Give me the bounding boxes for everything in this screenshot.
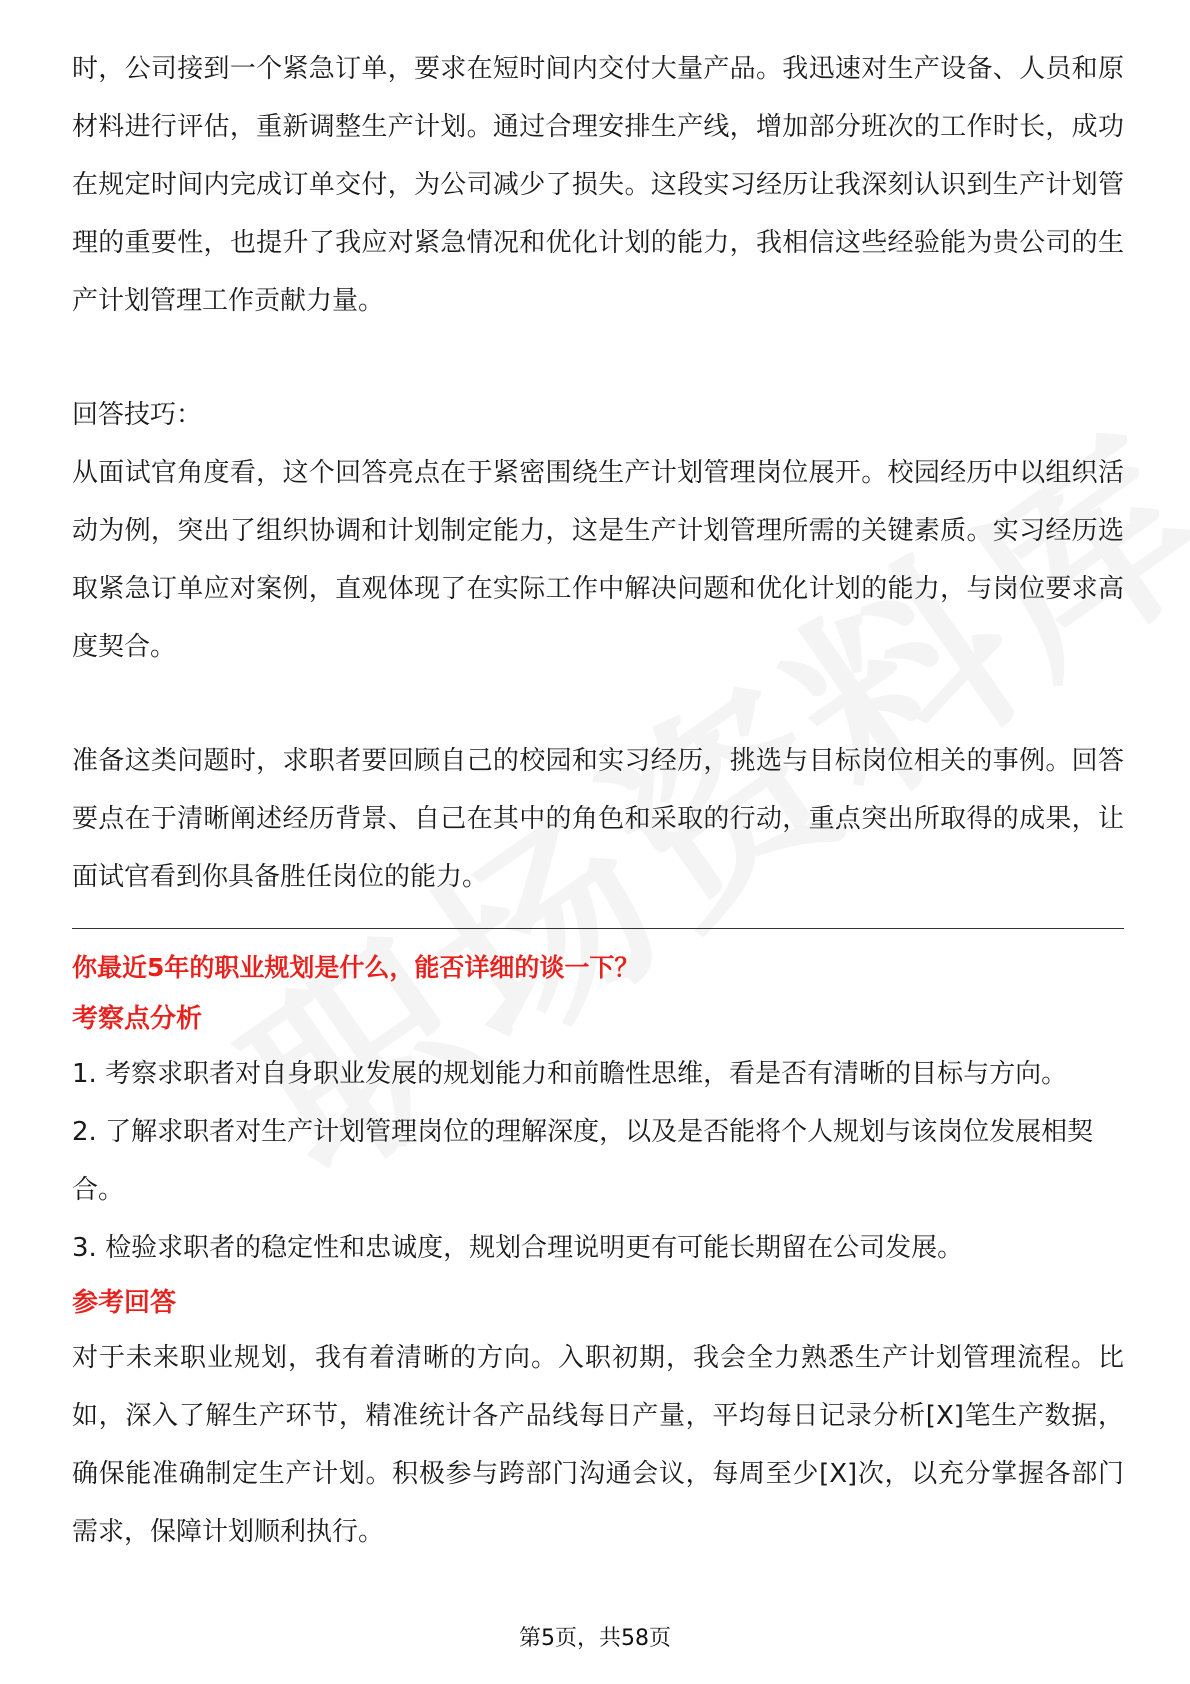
continued-paragraph: 时，公司接到一个紧急订单，要求在短时间内交付大量产品。我迅速对生产设备、人员和原材料进行评估，重新调整生产计划。通过合理安排生产线，增加部分班次的工作时长，成功在规定时间内完成订单交付，为公司减少了损失。这段实习经历让我深刻认识到生产计划管理的重要性，也提升了我应对紧急情况和优化计划的能力，我相信这些经验能为贵公司的生产计划管理工作贡献力量。 [72,54,1124,316]
tips-label: 回答技巧： [72,400,203,430]
page-content [72,40,1124,1561]
analysis-item: 2. 了解求职者对生产计划管理岗位的理解深度，以及是否能将个人规划与该岗位发展相契合。 [72,1117,1094,1205]
page-number: 第5页，共58页 [519,1626,671,1651]
spacer [72,676,1124,732]
interview-question: 你最近5年的职业规划是什么，能否详细的谈一下？ [72,953,640,982]
analysis-item: 1. 考察求职者对自身职业发展的规划能力和前瞻性思维，看是否有清晰的目标与方向。 [72,1059,1068,1089]
analysis-item: 3. 检验求职者的稳定性和忠诚度，规划合理说明更有可能长期留在公司发展。 [72,1233,964,1263]
tips-body: 从面试官角度看，这个回答亮点在于紧密围绕生产计划管理岗位展开。校园经历中以组织活动为例，突出了组织协调和计划制定能力，这是生产计划管理所需的关键素质。实习经历选取紧急订单应对案例，直观体现了在实际工作中解决问题和优化计划的能力，与岗位要求高度契合。 [72,458,1124,662]
tips-advice: 准备这类问题时，求职者要回顾自己的校园和实习经历，挑选与目标岗位相关的事例。回答要点在于清晰阐述经历背景、自己在其中的角色和采取的行动，重点突出所取得的成果，让面试官看到你具备胜任岗位的能力。 [72,746,1124,892]
section-divider [72,928,1124,929]
spacer [72,330,1124,386]
reference-heading: 参考回答 [72,1288,177,1318]
analysis-heading: 考察点分析 [72,1004,203,1034]
reference-answer: 对于未来职业规划，我有着清晰的方向。入职初期，我会全力熟悉生产计划管理流程。比如，深入了解生产环节，精准统计各产品线每日产量，平均每日记录分析[X]笔生产数据，确保能准确制定生产计划。积极参与跨部门沟通会议，每周至少[X]次，以充分掌握各部门需求，保障计划顺利执行。 [72,1343,1124,1547]
